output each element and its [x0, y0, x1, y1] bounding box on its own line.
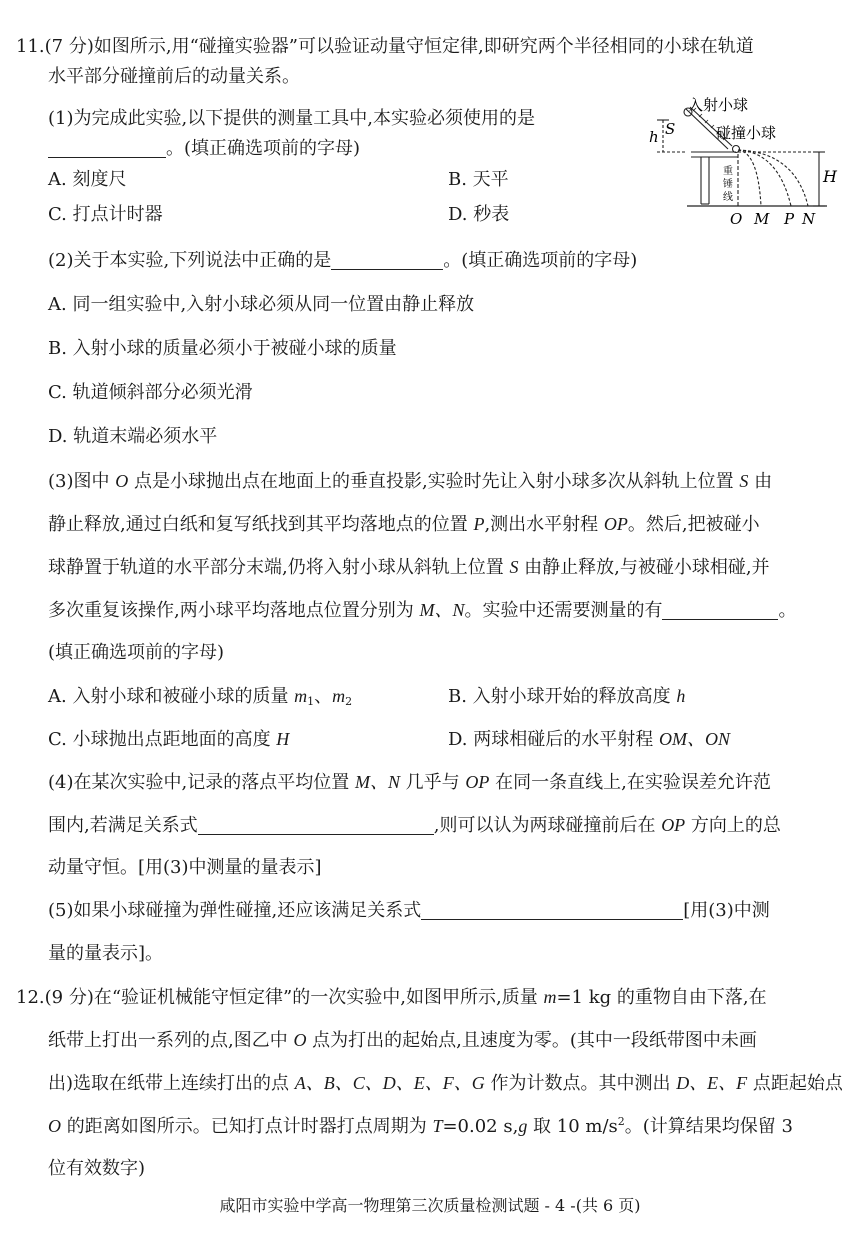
q11-part1-option-c: C. 打点计时器	[48, 204, 163, 225]
q11-part3-line-1: (3)图中 O 点是小球抛出点在地面上的垂直投影,实验时先让入射小球多次从斜轨上位置 S 由	[48, 471, 773, 492]
q11-part3-line-5: (填正确选项前的字母)	[48, 642, 225, 663]
trajectory-P	[738, 150, 791, 206]
q11-part3-line-3: 球静置于轨道的水平部分末端,仍将入射小球从斜轨上位置 S 由静止释放,与被碰小球相碰,并	[48, 557, 770, 578]
q12-line-1: 12.(9 分)在“验证机械能守恒定律”的一次实验中,如图甲所示,质量 m=1 kg 的重物自由下落,在	[16, 987, 767, 1008]
answer-blank-2[interactable]	[331, 247, 443, 270]
q11-part2-option-c: C. 轨道倾斜部分必须光滑	[48, 382, 253, 403]
q12-line-5: 位有效数字)	[48, 1158, 146, 1179]
q11-part3-option-b: B. 入射小球开始的释放高度 h	[448, 686, 686, 707]
q11-part4-line-2: 围内,若满足关系式 ,则可以认为两球碰撞前后在 OP 方向上的总	[48, 810, 781, 840]
label-N: N	[802, 210, 816, 228]
q11-part3-line-4: 多次重复该操作,两小球平均落地点位置分别为 M、N。实验中还需要测量的有 。	[48, 595, 796, 625]
q11-part4-line-3: 动量守恒。[用(3)中测量的量表示]	[48, 857, 322, 878]
answer-blank-5[interactable]	[421, 897, 683, 920]
label-O: O	[730, 210, 743, 228]
collision-apparatus-figure	[643, 92, 843, 232]
q11-part5-line-1: (5)如果小球碰撞为弹性碰撞,还应该满足关系式 [用(3)中测	[48, 896, 770, 926]
q11-part4-line-1: (4)在某次实验中,记录的落点平均位置 M、N 几乎与 OP 在同一条直线上,在实验误差允许范	[48, 772, 771, 793]
label-plumb-1: 重	[723, 166, 733, 177]
label-plumb-3: 线	[723, 192, 733, 203]
q11-part3-option-c: C. 小球抛出点距地面的高度 H	[48, 729, 290, 750]
q11-number: 11.	[16, 36, 45, 57]
q11-part3-option-a: A. 入射小球和被碰小球的质量 $m_1$、$m_2$	[48, 686, 353, 708]
label-M: M	[754, 210, 770, 228]
trajectory-M	[738, 150, 761, 206]
q12-line-3: 出)选取在纸带上连续打出的点 A、B、C、D、E、F、G 作为计数点。其中测出 D、E、F 点距起始点	[48, 1073, 843, 1094]
answer-blank-4[interactable]	[198, 812, 434, 835]
answer-blank-3[interactable]	[662, 597, 778, 620]
label-P: P	[784, 210, 795, 228]
q11-part3-option-d: D. 两球相碰后的水平射程 OM、ON	[448, 729, 730, 750]
q11-part2-option-d: D. 轨道末端必须水平	[48, 426, 218, 447]
q11-part1-option-a: A. 刻度尺	[48, 169, 127, 190]
q11-intro-line-2: 水平部分碰撞前后的动量关系。	[48, 66, 300, 87]
q11-part3-line-2: 静止释放,通过白纸和复写纸找到其平均落地点的位置 P,测出水平射程 OP。然后,把被碰小	[48, 514, 760, 535]
q11-part2-stem: (2)关于本实验,下列说法中正确的是 。(填正确选项前的字母)	[48, 246, 637, 276]
label-plumb-2: 锤	[723, 179, 733, 190]
label-target-ball: 碰撞小球	[716, 124, 777, 142]
q12-number: 12.	[16, 987, 45, 1008]
q11-part1-option-b: B. 天平	[448, 169, 509, 190]
target-ball	[733, 146, 740, 153]
q11-part1-stem: (1)为完成此实验,以下提供的测量工具中,本实验必须使用的是	[48, 108, 535, 129]
label-H: H	[823, 167, 837, 186]
label-incident-ball: 入射小球	[688, 96, 749, 114]
q11-part5-line-2: 量的量表示]。	[48, 943, 164, 964]
q11-intro-line-1: 11.(7 分)如图所示,用“碰撞实验器”可以验证动量守恒定律,即研究两个半径相同的小球在轨道	[16, 36, 754, 57]
q11-part2-option-a: A. 同一组实验中,入射小球必须从同一位置由静止释放	[48, 294, 475, 315]
q12-line-4: O 的距离如图所示。已知打点计时器打点周期为 T=0.02 s,g 取 10 $m/s^2$。(计算结果均保留 3	[48, 1115, 793, 1137]
page-footer: 咸阳市实验中学高一物理第三次质量检测试题 - 4 -(共 6 页)	[219, 1196, 641, 1215]
q12-line-2: 纸带上打出一系列的点,图乙中 O 点为打出的起始点,且速度为零。(其中一段纸带图中未画	[48, 1030, 757, 1051]
label-h: h	[649, 128, 659, 146]
q11-part1-stem-2: 。(填正确选项前的字母)	[48, 134, 360, 164]
q11-part2-option-b: B. 入射小球的质量必须小于被碰小球的质量	[48, 338, 397, 359]
answer-blank-1[interactable]	[48, 135, 166, 158]
trajectory-N	[738, 150, 808, 206]
q11-part1-option-d: D. 秒表	[448, 204, 510, 225]
label-S: S	[665, 120, 676, 138]
